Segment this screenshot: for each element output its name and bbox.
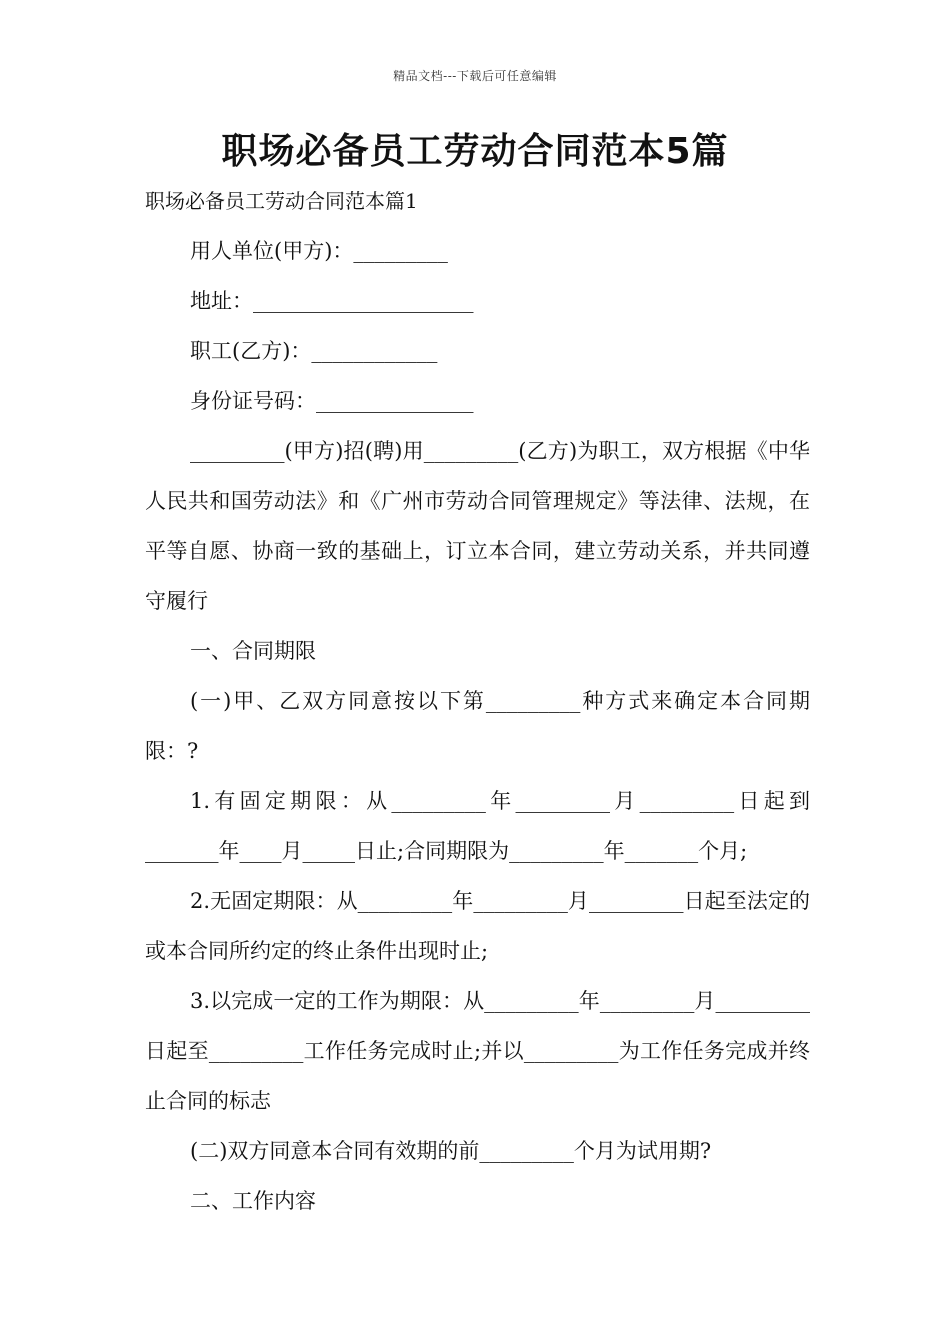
heading-work-content: 二、工作内容 xyxy=(190,1189,316,1213)
fixed-term-paragraph: 1.有固定期限：从_________年_________月_________日起到_______年____月_____日止;合同期限为_________年_______个月; xyxy=(145,789,810,863)
term-method-paragraph: (一)甲、乙双方同意按以下第_________种方式来确定本合同期限：? xyxy=(145,689,810,763)
employee-field: 职工(乙方)：____________ xyxy=(190,339,438,363)
address-field: 地址：_____________________ xyxy=(190,289,474,313)
probation-paragraph: (二)双方同意本合同有效期的前_________个月为试用期? xyxy=(190,1139,712,1163)
open-term-paragraph: 2.无固定期限：从_________年_________月_________日起至法定的或本合同所约定的终止条件出现时止; xyxy=(145,889,810,963)
employer-field: 用人单位(甲方)：_________ xyxy=(190,239,448,263)
header-note: 精品文档---下载后可任意编辑 xyxy=(393,69,557,83)
preamble-paragraph: _________(甲方)招(聘)用_________(乙方)为职工，双方根据《中华人民共和国劳动法》和《广州市劳动合同管理规定》等法律、法规，在平等自愿、协商一致的基础上，订立本合同，建立劳动关系，并共同遵守履行 xyxy=(145,439,810,613)
section-title: 职场必备员工劳动合同范本篇1 xyxy=(145,189,418,213)
id-number-field: 身份证号码：_______________ xyxy=(190,389,474,413)
heading-contract-term: 一、合同期限 xyxy=(190,639,316,663)
task-term-paragraph: 3.以完成一定的工作为期限：从_________年_________月_________日起至_________工作任务完成时止;并以_________为工作任务完成并终止合同的标志 xyxy=(145,989,810,1113)
document-body xyxy=(145,226,810,1226)
document-title: 职场必备员工劳动合同范本5篇 xyxy=(221,131,729,172)
